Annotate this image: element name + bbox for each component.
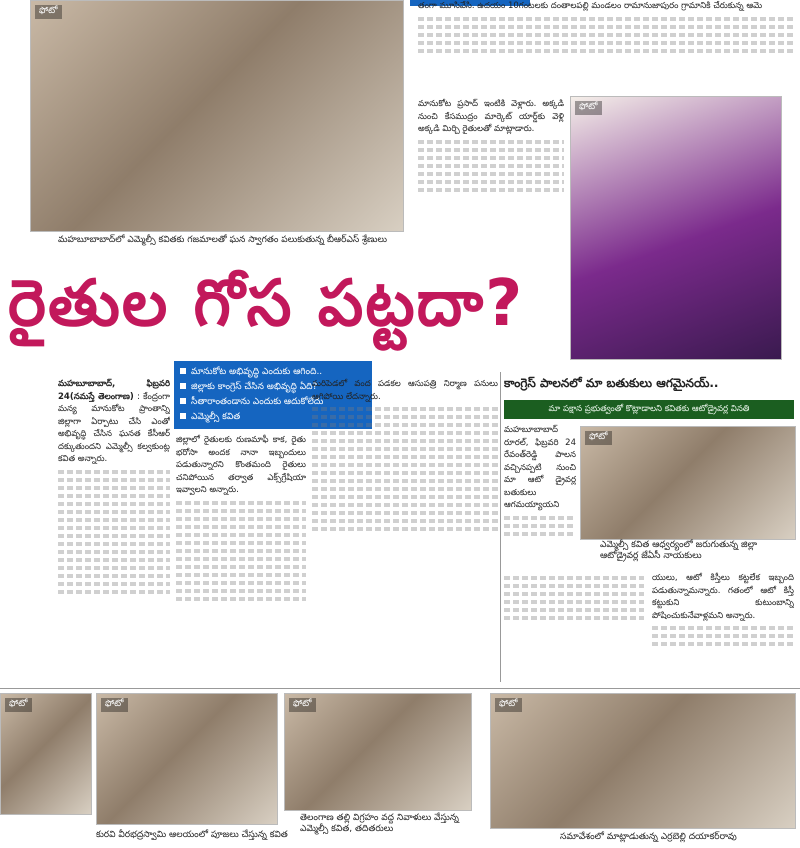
top-photo bbox=[30, 0, 404, 232]
body-text: మానుకోట ప్రసాద్ ఇంటికి వెళ్లారు. అక్కడి నుంచి కేసముద్రం మార్కెట్ యార్డ్‌కు వెళ్లి అక్కడి మిర్చి రైతులతో మాట్లాడారు. bbox=[418, 99, 564, 134]
bottom-photo-meeting bbox=[490, 693, 796, 829]
section-divider bbox=[0, 688, 800, 689]
highlight-item: మానుకోట అభివృద్ధి ఎందుకు ఆగింది.. bbox=[180, 365, 366, 380]
subhead-band: మా పక్షాన ప్రభుత్వంతో కొట్లాడాలని కవితకు ఆటోడ్రైవర్ల వినతి bbox=[504, 400, 794, 419]
body-column-center-1 bbox=[504, 424, 576, 592]
bottom-right-caption: సమావేశంలో మాట్లాడుతున్న ఎర్రబెల్లి దయాకర్‌రావు bbox=[560, 832, 737, 842]
bottom-left-caption: కురవి వీరభద్రస్వామి ఆలయంలో పూజలు చేస్తున్న కవిత bbox=[96, 830, 288, 840]
body-text: తంగా మూసివేసి. ఉదయం 10గంటలకు దంతాలపల్లి మండలం రామానుజాపురం గ్రామానికి చేరుకున్న ఆమె bbox=[418, 1, 763, 11]
bullet-icon bbox=[180, 413, 186, 419]
photo-placeholder-label: ఫోటో bbox=[289, 698, 316, 712]
highlight-item: సీతారాంతండాను ఎందుకు ఆదుకోలేదు bbox=[180, 395, 366, 410]
body-text: కేంద్రంగా మన్య మానుకోట ప్రాంతాన్ని జిల్లాగా ఏర్పాటు చేసి ఎంతో అభివృద్ధి చేసిన ఘనత కేసీఆర్ దక్కుతుందని ఎమ్మెల్సీ కల్వకుంట్ల కవిత అన్నారు. bbox=[58, 391, 170, 464]
body-column-3 bbox=[312, 378, 498, 678]
body-column-center-3 bbox=[652, 572, 794, 678]
top-photo-caption: మహబూబాబాద్‌లో ఎమ్మెల్సీ కవితకు గజమాలతో ఘన స్వాగతం పలుకుతున్న బీఆర్‌ఎస్ శ్రేణులు bbox=[58, 235, 388, 245]
body-column-right-1 bbox=[418, 0, 794, 92]
dateline: మహబూబాబాద్, ఫిబ్రవరి 24(నమస్తే తెలంగాణ) bbox=[58, 379, 170, 402]
bottom-photo-temple bbox=[96, 693, 278, 825]
body-text: యులు, ఆటో కిస్తీలు కట్టలేక ఇబ్బంది పడుతున్నామన్నారు. గతంలో ఆటో కిస్తీ కట్టుకుని కుటుంబాన్ని పోషించుకునేవాళ్లమని అన్నారు. bbox=[652, 573, 794, 621]
photo-placeholder-label: ఫోటో bbox=[35, 5, 62, 19]
bottom-mid-caption: తెలంగాణ తల్లి విగ్రహం వద్ద నివాళులు వేస్తున్న ఎమ్మెల్సీ కవిత, తదితరులు bbox=[300, 813, 459, 834]
body-column-right-2 bbox=[418, 98, 564, 258]
body-text: మహబూబాబాద్ రూరల్, ఫిబ్రవరి 24 రేవంత్‌రెడ్డి పాలన వచ్చినప్పటి నుంచి మా ఆటో డ్రైవర్ల బతుకులు ఆగమయ్యాయని bbox=[504, 425, 576, 510]
column-divider bbox=[500, 372, 501, 682]
headline: రైతుల గోస పట్టదా? bbox=[8, 267, 525, 341]
bottom-photo-statue bbox=[284, 693, 472, 811]
body-column-center-2 bbox=[504, 572, 644, 678]
bullet-icon bbox=[180, 398, 186, 404]
bullet-icon bbox=[180, 368, 186, 374]
body-column-2 bbox=[176, 434, 306, 678]
highlight-item: ఎమ్మెల్సీ కవిత bbox=[180, 410, 366, 425]
bullet-icon bbox=[180, 383, 186, 389]
photo-placeholder-label: ఫోటో bbox=[101, 698, 128, 712]
highlight-item: జిల్లాకు కాంగ్రెస్ చేసిన అభివృద్ధి ఏది? bbox=[180, 380, 366, 395]
body-text: జిల్లాలో రైతులకు రుణమాఫీ కాక, రైతు భరోసా అందక నానా ఇబ్బందులు పడుతున్నారని కొంతమంది రైతులు చనిపోయిన తర్వాత ఎక్స్‌గ్రేషియా ఇవ్వాలని అన్నారు. bbox=[176, 435, 306, 495]
photo-placeholder-label: ఫోటో bbox=[585, 431, 612, 445]
center-photo-caption: ఎమ్మెల్సీ కవిత ఆధ్వర్యంలో జరుగుతున్న జిల్లా ఆటోడ్రైవర్ల జేఏసీ నాయకులు bbox=[600, 540, 758, 561]
body-text: మరిపెడలో వంద పడకల ఆసుపత్రి నిర్మాణ పనులు ఆగిపోయి లేదన్నారు. bbox=[312, 379, 498, 402]
kavitha-portrait-photo bbox=[570, 96, 782, 360]
photo-placeholder-label: ఫోటో bbox=[575, 101, 602, 115]
photo-placeholder-label: ఫోటో bbox=[495, 698, 522, 712]
subhead-title: కాంగ్రెస్ పాలనలో మా బతుకులు ఆగమైనయ్.. bbox=[504, 376, 719, 390]
auto-drivers-photo bbox=[580, 426, 796, 540]
photo-placeholder-label: ఫోటో bbox=[5, 698, 32, 712]
bottom-photo-crowd bbox=[0, 693, 92, 815]
body-column-1: మహబూబాబాద్, ఫిబ్రవరి 24(నమస్తే తెలంగాణ) : కేంద్రంగా మన్య మానుకోట ప్రాంతాన్ని జిల్లాగా ఏర్పాటు చేసి ఎంతో అభివృద్ధి చేసిన ఘనత కేసీఆర్ దక్కుతుందని ఎమ్మెల్సీ కల్వకుంట్ల కవిత అన్నారు. bbox=[58, 378, 170, 678]
